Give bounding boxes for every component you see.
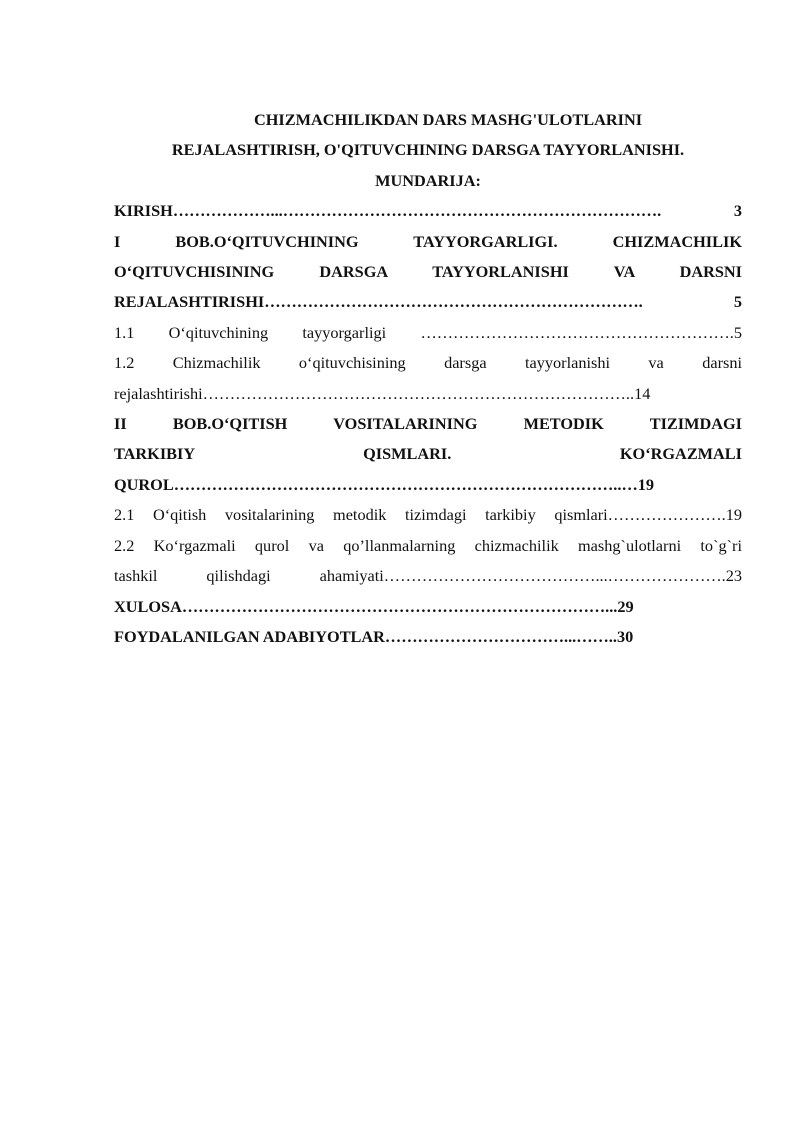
- document-title-line-1: CHIZMACHILIKDAN DARS MASHG'ULOTLARINI: [253, 110, 643, 129]
- toc-line: 1.1 O‘qituvchining tayyorgarligi ………………………………………………….5: [114, 322, 742, 342]
- toc-line: QUROL………………………………………………………………………..…19: [114, 474, 655, 494]
- toc-line: 2.1 O‘qitish vositalarining metodik tizimdagi tarkibiy qismlari………………….19: [114, 505, 742, 525]
- toc-line: 1.2 Chizmachilik o‘qituvchisining darsga tayyorlanishi va darsni: [114, 353, 742, 373]
- toc-entry-2-1: [114, 500, 742, 530]
- toc-line: TARKIBIY QISMLARI. KO‘RGAZMALI: [114, 444, 742, 464]
- toc-line: O‘QITUVCHISINING DARSGA TAYYORLANISHI VA DARSNI: [114, 262, 742, 282]
- toc-entry-bob-2: [114, 409, 742, 500]
- toc-entry-adabiyotlar: [114, 622, 742, 652]
- toc-line: XULOSA……………………………………………………………………...29: [114, 596, 634, 616]
- document-page: [114, 105, 742, 652]
- toc-entry-kirish: [114, 196, 742, 226]
- toc-line: tashkil qilishdagi ahamiyati…………………………………...………………….23: [114, 566, 742, 586]
- contents-heading: MUNDARIJA:: [375, 170, 481, 190]
- document-title-line-2: REJALASHTIRISH, O'QITUVCHINING DARSGA TAYYORLANISHI.: [171, 140, 685, 160]
- toc-entry-bob-1: [114, 227, 742, 318]
- toc-entry-2-2: [114, 531, 742, 592]
- toc-line: REJALASHTIRISHI……………………………………………………………. 5: [114, 292, 742, 312]
- toc-entry-1-1: [114, 318, 742, 348]
- toc-line: 2.2 Ko‘rgazmali qurol va qo’llanmalarning chizmachilik mashg`ulotlarni to`g`ri: [114, 535, 742, 555]
- toc-entry-xulosa: [114, 592, 742, 622]
- toc-line: FOYDALANILGAN ADABIYOTLAR……………………………...……..30: [114, 626, 634, 646]
- toc-line: I BOB.O‘QITUVCHINING TAYYORGARLIGI. CHIZMACHILIK: [114, 231, 742, 251]
- toc-line: rejalashtirishi……………………………………………………………………..14: [114, 383, 651, 403]
- toc-line: KIRISH………………...……………………………………………………………. 3: [114, 201, 742, 221]
- toc-line: II BOB.O‘QITISH VOSITALARINING METODIK TIZIMDAGI: [114, 414, 742, 434]
- toc-entry-1-2: [114, 348, 742, 409]
